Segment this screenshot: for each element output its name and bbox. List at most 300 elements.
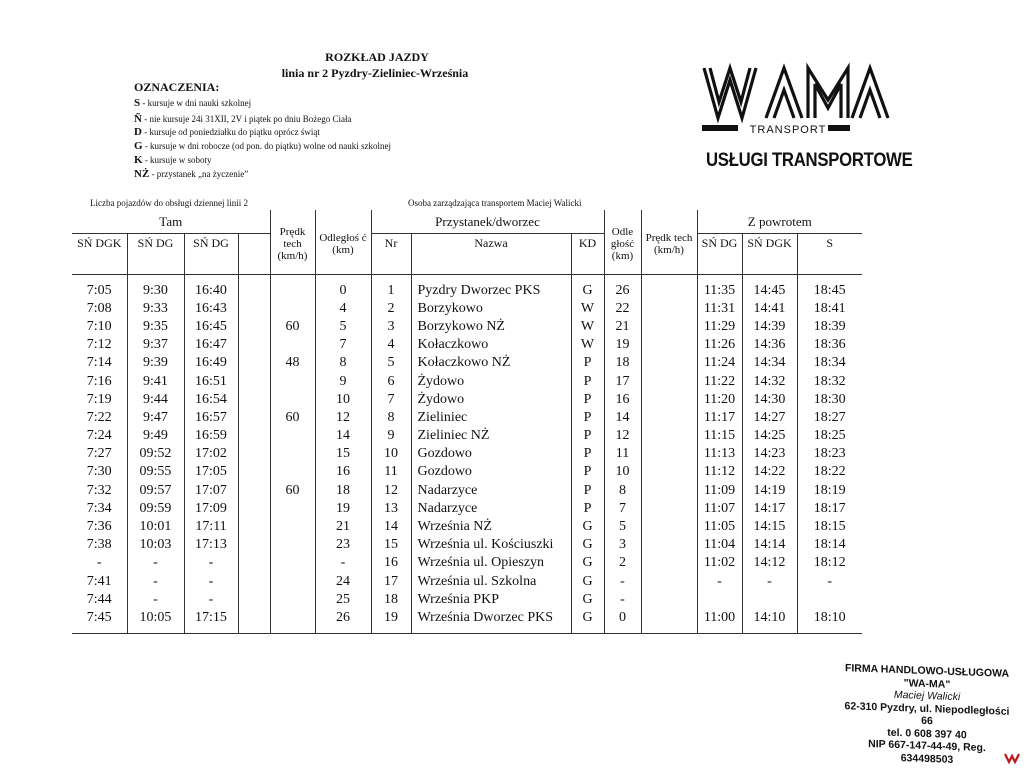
speed-return — [641, 590, 697, 608]
blank-cell — [238, 608, 270, 633]
return-sn-dgk: 14:22 — [742, 463, 797, 481]
distance-return: - — [604, 590, 641, 608]
return-s: 18:10 — [797, 608, 862, 633]
stamp-line-phone: tel. 0 608 397 40 — [887, 726, 967, 741]
return-s: 18:12 — [797, 554, 862, 572]
blank-cell — [238, 299, 270, 317]
time-sn-dgk: 7:30 — [86, 464, 112, 480]
distance: 15 — [315, 445, 371, 463]
header-name: Nazwa — [411, 234, 571, 275]
stop-name: Żydowo — [411, 372, 571, 390]
stop-name: Gozdowo — [411, 445, 571, 463]
distance-return: 10 — [604, 463, 641, 481]
time-sn-dgk: 7:14 — [86, 355, 112, 371]
distance: 14 — [315, 427, 371, 445]
page-subtitle: linia nr 2 Pyzdry-Zieliniec-Września — [281, 66, 469, 80]
legend-text: - przystanek „na życzenie” — [149, 169, 249, 179]
distance: 8 — [315, 354, 371, 372]
blank-cell — [238, 390, 270, 408]
distance-return: 16 — [604, 390, 641, 408]
return-sn-dg: 11:29 — [697, 317, 742, 335]
speed-return — [641, 481, 697, 499]
return-s: 18:36 — [797, 336, 862, 354]
stop-number: 9 — [371, 427, 411, 445]
legend-code: Ñ — [134, 113, 142, 125]
return-sn-dgk: 14:45 — [742, 275, 797, 300]
time-sn-dg-2: 16:51 — [184, 372, 238, 390]
stop-number: 12 — [371, 481, 411, 499]
distance: 23 — [315, 536, 371, 554]
blank-cell — [238, 445, 270, 463]
return-s: 18:25 — [797, 427, 862, 445]
corner-mark-icon — [1004, 752, 1020, 764]
logo-subtext: TRANSPORT — [749, 124, 827, 136]
speed-return — [641, 517, 697, 535]
stop-number: 3 — [371, 317, 411, 335]
time-sn-dg: 9:47 — [127, 408, 184, 426]
distance-return: 0 — [604, 608, 641, 633]
stamp-line-nip: NIP 667-147-44-49, Reg. 634498503 — [868, 737, 986, 766]
stop-number: 10 — [371, 445, 411, 463]
blank-cell — [238, 481, 270, 499]
table-row — [72, 608, 862, 633]
distance: 0 — [315, 275, 371, 300]
speed-return — [641, 427, 697, 445]
time-sn-dg-2: 17:11 — [184, 517, 238, 535]
time-sn-dg-2: 17:13 — [184, 536, 238, 554]
speed — [270, 463, 315, 481]
stop-name: Września ul. Kościuszki — [411, 536, 571, 554]
header-tam: Tam — [72, 210, 270, 234]
distance: 25 — [315, 590, 371, 608]
return-sn-dgk: 14:23 — [742, 445, 797, 463]
return-sn-dgk: 14:15 — [742, 517, 797, 535]
time-sn-dg: 9:37 — [127, 336, 184, 354]
distance: 19 — [315, 499, 371, 517]
legend-item — [134, 154, 212, 166]
header-speed-return: Prędk tech (km/h) — [641, 210, 697, 275]
stop-name: Borzykowo NŻ — [411, 317, 571, 335]
stop-kd: G — [571, 275, 604, 300]
time-sn-dg: 09:55 — [127, 463, 184, 481]
time-sn-dgk: 7:44 — [86, 591, 112, 607]
speed-return — [641, 536, 697, 554]
legend-item — [134, 113, 352, 125]
speed — [270, 299, 315, 317]
stop-name: Zieliniec NŻ — [411, 427, 571, 445]
manager-note: Osoba zarządzająca transportem Maciej Walicki — [408, 198, 582, 208]
table-row — [72, 354, 862, 372]
return-s: 18:15 — [797, 517, 862, 535]
return-sn-dgk: 14:27 — [742, 408, 797, 426]
return-s: 18:23 — [797, 445, 862, 463]
stop-name: Pyzdry Dworzec PKS — [411, 275, 571, 300]
stop-name: Września Dworzec PKS — [411, 608, 571, 633]
return-sn-dg: 11:22 — [697, 372, 742, 390]
speed — [270, 372, 315, 390]
speed-return — [641, 390, 697, 408]
speed-return — [641, 299, 697, 317]
distance-return: 22 — [604, 299, 641, 317]
return-sn-dg: 11:00 — [697, 608, 742, 633]
return-sn-dgk: 14:41 — [742, 299, 797, 317]
return-s: 18:41 — [797, 299, 862, 317]
speed — [270, 275, 315, 300]
stop-number: 8 — [371, 408, 411, 426]
stop-name: Borzykowo — [411, 299, 571, 317]
stop-name: Żydowo — [411, 390, 571, 408]
time-sn-dg-2: 16:49 — [184, 354, 238, 372]
header-empty — [238, 234, 270, 275]
header-sn-dg-2: SŃ DG — [184, 234, 238, 275]
time-sn-dg: - — [127, 572, 184, 590]
table-row — [72, 317, 862, 335]
time-sn-dg-2: - — [184, 554, 238, 572]
time-sn-dgk: 7:24 — [86, 428, 112, 444]
speed: 60 — [270, 317, 315, 335]
company-tagline: USŁUGI TRANSPORTOWE — [706, 150, 913, 171]
return-s — [797, 590, 862, 608]
distance: 12 — [315, 408, 371, 426]
speed-return — [641, 572, 697, 590]
return-sn-dgk: 14:32 — [742, 372, 797, 390]
distance-return: 17 — [604, 372, 641, 390]
return-sn-dgk: 14:36 — [742, 336, 797, 354]
blank-cell — [238, 275, 270, 300]
stop-number: 7 — [371, 390, 411, 408]
table-row — [72, 463, 862, 481]
time-sn-dg: 9:33 — [127, 299, 184, 317]
speed — [270, 554, 315, 572]
return-sn-dgk: 14:10 — [742, 608, 797, 633]
return-sn-dgk — [742, 590, 797, 608]
stop-kd: P — [571, 427, 604, 445]
legend-text: - kursuje w dni robocze (od pon. do piątku) wolne od nauki szkolnej — [142, 141, 392, 151]
time-sn-dgk: 7:34 — [86, 500, 112, 516]
vehicles-note: Liczba pojazdów do obsługi dziennej linii 2 — [90, 198, 248, 208]
stop-number: 19 — [371, 608, 411, 633]
stop-kd: G — [571, 536, 604, 554]
distance-return: 5 — [604, 517, 641, 535]
company-stamp — [842, 662, 1012, 768]
return-sn-dg: 11:15 — [697, 427, 742, 445]
return-sn-dg — [697, 590, 742, 608]
stop-name: Września NŻ — [411, 517, 571, 535]
blank-cell — [238, 354, 270, 372]
blank-cell — [238, 427, 270, 445]
return-s: 18:17 — [797, 499, 862, 517]
time-sn-dgk: 7:36 — [86, 519, 112, 535]
stop-kd: P — [571, 445, 604, 463]
return-s: 18:45 — [797, 275, 862, 300]
time-sn-dg: 9:35 — [127, 317, 184, 335]
stop-kd: P — [571, 499, 604, 517]
distance-return: 14 — [604, 408, 641, 426]
time-sn-dg: 10:03 — [127, 536, 184, 554]
return-s: 18:27 — [797, 408, 862, 426]
return-sn-dgk: 14:17 — [742, 499, 797, 517]
distance: 16 — [315, 463, 371, 481]
header-stop: Przystanek/dworzec — [371, 210, 604, 234]
speed-return — [641, 499, 697, 517]
return-s: 18:32 — [797, 372, 862, 390]
time-sn-dgk: - — [96, 555, 102, 571]
distance-return: 2 — [604, 554, 641, 572]
stop-name: Nadarzyce — [411, 499, 571, 517]
return-sn-dgk: 14:25 — [742, 427, 797, 445]
stop-kd: G — [571, 554, 604, 572]
distance: - — [315, 554, 371, 572]
time-sn-dg: 9:41 — [127, 372, 184, 390]
time-sn-dgk: 7:16 — [86, 373, 112, 389]
distance-return: 8 — [604, 481, 641, 499]
time-sn-dg: - — [127, 590, 184, 608]
distance: 9 — [315, 372, 371, 390]
stop-kd: P — [571, 408, 604, 426]
stop-number: 18 — [371, 590, 411, 608]
blank-cell — [238, 317, 270, 335]
time-sn-dg: 09:59 — [127, 499, 184, 517]
time-sn-dgk: 7:10 — [86, 318, 112, 334]
speed — [270, 445, 315, 463]
return-sn-dg: 11:05 — [697, 517, 742, 535]
table-row — [72, 554, 862, 572]
time-sn-dgk: 7:45 — [86, 609, 112, 625]
distance: 5 — [315, 317, 371, 335]
return-s: 18:30 — [797, 390, 862, 408]
speed-return — [641, 445, 697, 463]
return-s: 18:19 — [797, 481, 862, 499]
header-speed: Prędk tech (km/h) — [270, 210, 315, 275]
speed — [270, 517, 315, 535]
time-sn-dg-2: 16:57 — [184, 408, 238, 426]
blank-cell — [238, 499, 270, 517]
stop-name: Września ul. Opieszyn — [411, 554, 571, 572]
distance-return: 11 — [604, 445, 641, 463]
return-sn-dg: 11:26 — [697, 336, 742, 354]
speed: 60 — [270, 408, 315, 426]
return-sn-dgk: 14:30 — [742, 390, 797, 408]
table-row — [72, 275, 862, 300]
speed-return — [641, 408, 697, 426]
return-sn-dgk: 14:19 — [742, 481, 797, 499]
blank-cell — [238, 554, 270, 572]
return-sn-dg: 11:04 — [697, 536, 742, 554]
stop-kd: P — [571, 390, 604, 408]
stop-number: 5 — [371, 354, 411, 372]
legend-code: K — [134, 154, 143, 166]
return-s: - — [797, 572, 862, 590]
time-sn-dg: - — [127, 554, 184, 572]
time-sn-dgk: 7:32 — [86, 482, 112, 498]
return-sn-dg: 11:12 — [697, 463, 742, 481]
stop-number: 13 — [371, 499, 411, 517]
legend-text: - nie kursuje 24i 31XII, 2V i piątek po dniu Bożego Ciała — [141, 114, 352, 124]
return-s: 18:22 — [797, 463, 862, 481]
time-sn-dg: 10:05 — [127, 608, 184, 633]
speed — [270, 390, 315, 408]
time-sn-dg-2: 16:40 — [184, 275, 238, 300]
speed: 60 — [270, 481, 315, 499]
legend-code: S — [134, 97, 141, 109]
distance-return: 12 — [604, 427, 641, 445]
table-row — [72, 445, 862, 463]
distance: 7 — [315, 336, 371, 354]
speed — [270, 590, 315, 608]
table-row — [72, 499, 862, 517]
stop-kd: G — [571, 608, 604, 633]
page-title: ROZKŁAD JAZDY — [325, 50, 429, 64]
return-sn-dgk: 14:12 — [742, 554, 797, 572]
distance-return: - — [604, 572, 641, 590]
distance: 24 — [315, 572, 371, 590]
legend-item — [134, 97, 251, 109]
speed-return — [641, 372, 697, 390]
speed — [270, 608, 315, 633]
speed: 48 — [270, 354, 315, 372]
header-kd: KD — [571, 234, 604, 275]
distance-return: 21 — [604, 317, 641, 335]
legend-code: NŻ — [134, 168, 150, 180]
table-row — [72, 336, 862, 354]
time-sn-dgk: 7:05 — [86, 282, 112, 298]
header-nr: Nr — [371, 234, 411, 275]
time-sn-dg-2: 16:59 — [184, 427, 238, 445]
time-sn-dg-2: 16:47 — [184, 336, 238, 354]
time-sn-dg-2: 16:43 — [184, 299, 238, 317]
time-sn-dg: 09:52 — [127, 445, 184, 463]
stop-kd: P — [571, 372, 604, 390]
stamp-line-address: 62-310 Pyzdry, ul. Niepodległości 66 — [844, 699, 1010, 728]
return-sn-dg: 11:13 — [697, 445, 742, 463]
speed — [270, 336, 315, 354]
timetable-body — [72, 275, 862, 634]
return-sn-dgk: 14:14 — [742, 536, 797, 554]
legend-text: - kursuje w soboty — [142, 155, 212, 165]
legend-text: - kursuje w dni nauki szkolnej — [140, 98, 252, 108]
stop-number: 17 — [371, 572, 411, 590]
stop-name: Zieliniec — [411, 408, 571, 426]
return-sn-dg: 11:20 — [697, 390, 742, 408]
header-sn-dgk: SŃ DGK — [72, 234, 127, 275]
header-return: Z powrotem — [697, 210, 862, 234]
speed-return — [641, 317, 697, 335]
legend-text: - kursuje od poniedziałku do piątku oprócz świąt — [141, 127, 320, 137]
distance: 21 — [315, 517, 371, 535]
legend-item — [134, 140, 391, 152]
stop-name: Września ul. Szkolna — [411, 572, 571, 590]
legend-code: G — [134, 140, 143, 152]
return-sn-dgk: 14:39 — [742, 317, 797, 335]
speed-return — [641, 554, 697, 572]
stop-name: Września PKP — [411, 590, 571, 608]
time-sn-dg-2: 16:45 — [184, 317, 238, 335]
return-sn-dg: 11:07 — [697, 499, 742, 517]
stop-name: Gozdowo — [411, 463, 571, 481]
return-s: 18:34 — [797, 354, 862, 372]
time-sn-dg: 9:39 — [127, 354, 184, 372]
distance: 26 — [315, 608, 371, 633]
time-sn-dgk: 7:08 — [86, 300, 112, 316]
time-sn-dg-2: 16:54 — [184, 390, 238, 408]
speed — [270, 427, 315, 445]
stop-number: 14 — [371, 517, 411, 535]
wama-logo — [700, 58, 896, 138]
distance-return: 18 — [604, 354, 641, 372]
blank-cell — [238, 590, 270, 608]
speed-return — [641, 354, 697, 372]
stop-name: Kołaczkowo NŻ — [411, 354, 571, 372]
stop-kd: W — [571, 336, 604, 354]
return-sn-dg: 11:24 — [697, 354, 742, 372]
header-sn-dg: SŃ DG — [127, 234, 184, 275]
time-sn-dg-2: 17:02 — [184, 445, 238, 463]
distance-return: 7 — [604, 499, 641, 517]
table-row — [72, 590, 862, 608]
time-sn-dg-2: - — [184, 590, 238, 608]
header-return-sn-dgk: SŃ DGK — [742, 234, 797, 275]
distance-return: 3 — [604, 536, 641, 554]
time-sn-dgk: 7:27 — [86, 446, 112, 462]
stop-kd: P — [571, 481, 604, 499]
distance: 18 — [315, 481, 371, 499]
blank-cell — [238, 372, 270, 390]
blank-cell — [238, 336, 270, 354]
stop-kd: G — [571, 517, 604, 535]
time-sn-dgk: 7:22 — [86, 409, 112, 425]
speed-return — [641, 275, 697, 300]
table-row — [72, 572, 862, 590]
header-return-sn-dg: SŃ DG — [697, 234, 742, 275]
stop-number: 16 — [371, 554, 411, 572]
stamp-line-owner: Maciej Walicki — [893, 688, 961, 704]
time-sn-dgk: 7:12 — [86, 337, 112, 353]
stop-kd: W — [571, 299, 604, 317]
table-row — [72, 481, 862, 499]
time-sn-dg-2: 17:05 — [184, 463, 238, 481]
stop-kd: W — [571, 317, 604, 335]
legend-code: D — [134, 126, 142, 138]
speed — [270, 499, 315, 517]
time-sn-dg-2: - — [184, 572, 238, 590]
stop-number: 11 — [371, 463, 411, 481]
return-s: 18:39 — [797, 317, 862, 335]
return-sn-dg: 11:35 — [697, 275, 742, 300]
table-row — [72, 299, 862, 317]
stop-name: Kołaczkowo — [411, 336, 571, 354]
distance-return: 26 — [604, 275, 641, 300]
stop-kd: G — [571, 590, 604, 608]
table-row — [72, 517, 862, 535]
table-row — [72, 390, 862, 408]
stop-number: 4 — [371, 336, 411, 354]
stamp-line-company: FIRMA HANDLOWO-USŁUGOWA — [844, 662, 1010, 680]
stop-number: 2 — [371, 299, 411, 317]
time-sn-dg: 9:30 — [127, 275, 184, 300]
time-sn-dgk: 7:41 — [86, 573, 112, 589]
blank-cell — [238, 463, 270, 481]
time-sn-dg-2: 17:07 — [184, 481, 238, 499]
return-sn-dgk: 14:34 — [742, 354, 797, 372]
legend-title: OZNACZENIA: — [134, 80, 220, 94]
stop-kd: G — [571, 572, 604, 590]
stamp-line-brand: "WA-MA" — [903, 676, 951, 691]
stop-number: 1 — [371, 275, 411, 300]
distance-return: 19 — [604, 336, 641, 354]
stop-kd: P — [571, 354, 604, 372]
speed — [270, 536, 315, 554]
blank-cell — [238, 408, 270, 426]
